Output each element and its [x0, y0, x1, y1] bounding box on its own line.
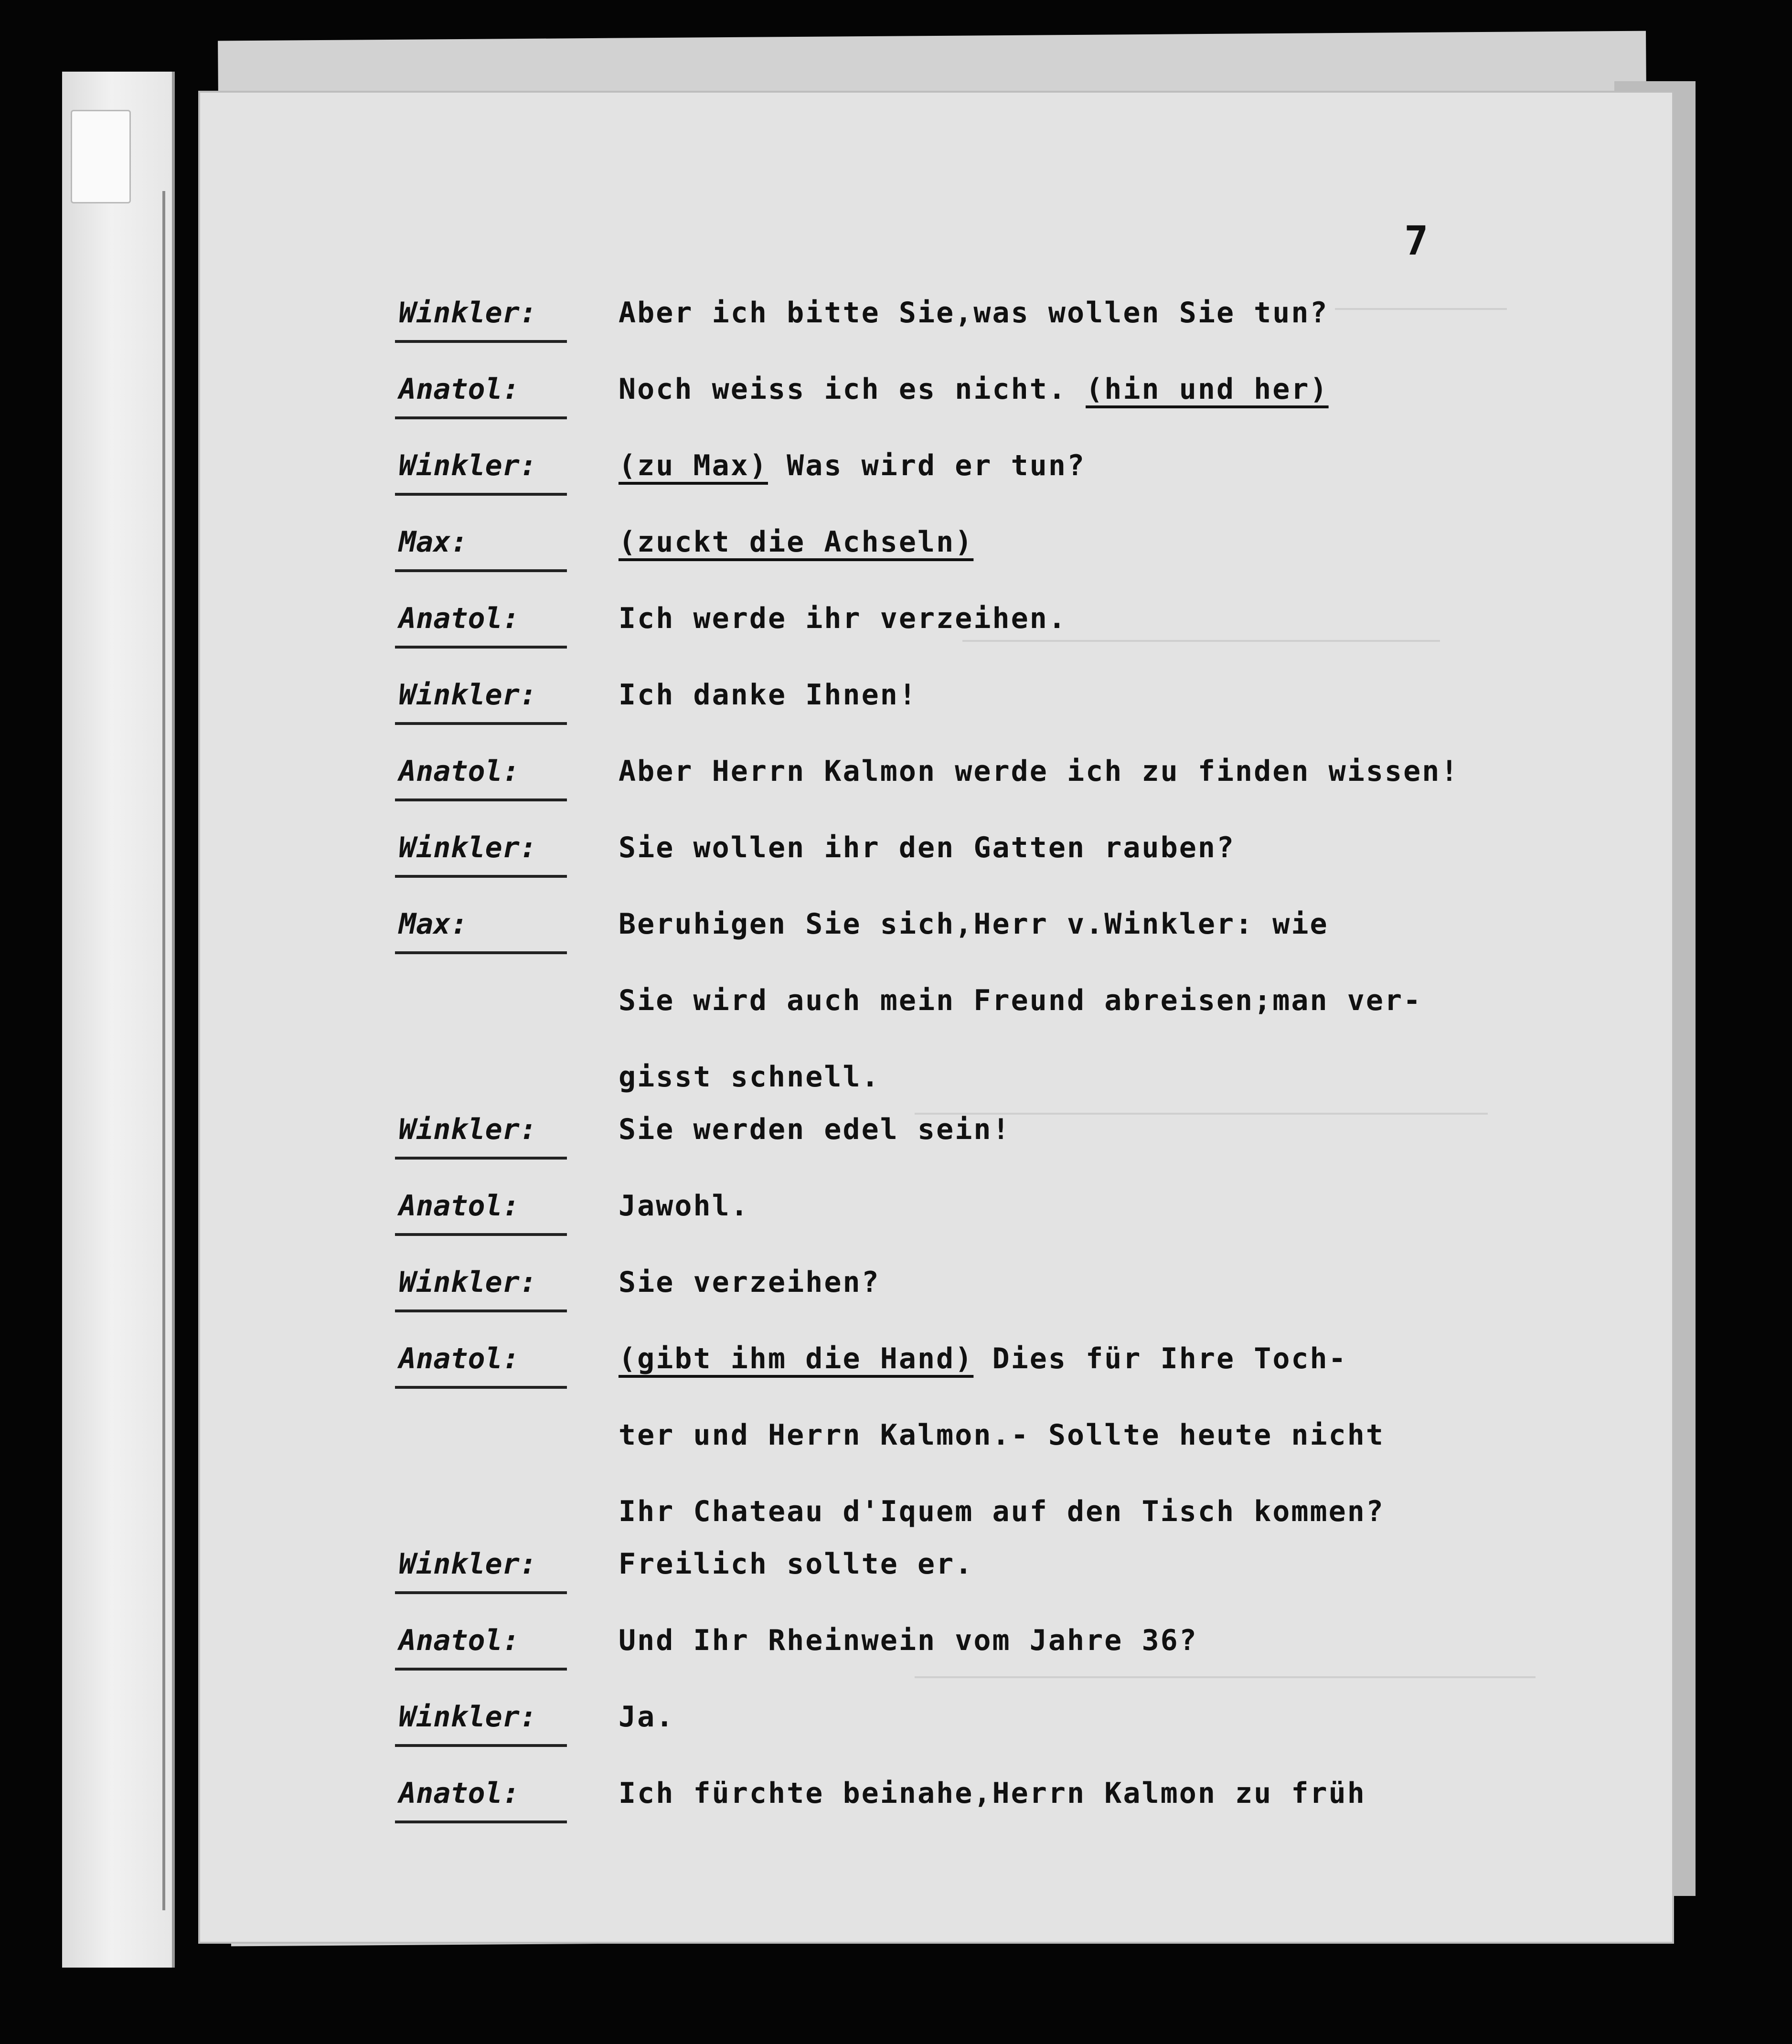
line-text: Aber Herrn Kalmon werde ich zu finden wissen!: [619, 755, 1460, 788]
speaker-name: Max:: [399, 907, 590, 941]
speaker-name: Winkler:: [399, 831, 590, 864]
speaker-name: Max:: [399, 525, 590, 559]
speaker-name: Winkler:: [399, 449, 590, 482]
speaker-name: Winkler:: [399, 1266, 590, 1299]
spoken-line: [619, 525, 973, 559]
line-text: Ich werde ihr verzeihen.: [619, 602, 1067, 635]
sheet-edge-line: [162, 191, 165, 1910]
line-text: Jawohl.: [619, 1189, 749, 1223]
line-text: Ich danke Ihnen!: [619, 678, 917, 712]
line-text: Beruhigen Sie sich,Herr v.Winkler: wie: [619, 907, 1329, 941]
line-text: Aber ich bitte Sie,was wollen Sie tun?: [619, 296, 1329, 330]
spoken-line: [619, 907, 1329, 941]
speaker-name: Anatol:: [399, 602, 590, 635]
speaker-name: Anatol:: [399, 755, 590, 788]
line-text: Ja.: [619, 1700, 675, 1734]
adjacent-sheet-edge: [62, 72, 175, 1968]
stage-direction: (gibt ihm die Hand): [619, 1342, 974, 1375]
spoken-line: [619, 296, 1329, 330]
spoken-line: [619, 1342, 1347, 1375]
continuation-line: ter und Herrn Kalmon.- Sollte heute nicht: [619, 1418, 1385, 1452]
speaker-name: Anatol:: [399, 1624, 590, 1657]
spoken-line: [619, 831, 1235, 864]
spoken-line: [619, 373, 1329, 406]
speaker-name: Winkler:: [399, 1700, 590, 1734]
spoken-line: [619, 449, 1086, 482]
line-text: Noch weiss ich es nicht.: [619, 373, 1086, 406]
spoken-line: [619, 1547, 973, 1581]
spoken-line: [619, 1777, 1366, 1810]
speaker-name: Winkler:: [399, 678, 590, 712]
speaker-name: Anatol:: [399, 1777, 590, 1810]
speaker-name: Winkler:: [399, 296, 590, 330]
stage-direction: (zuckt die Achseln): [619, 525, 974, 559]
line-text: Was wird er tun?: [768, 449, 1086, 482]
spoken-line: [619, 1113, 1011, 1146]
line-text: Dies für Ihre Toch-: [973, 1342, 1347, 1375]
speaker-name: Anatol:: [399, 1189, 590, 1223]
line-text: Sie verzeihen?: [619, 1266, 880, 1299]
speaker-name: Anatol:: [399, 1342, 590, 1375]
dialogue-list: [198, 91, 1674, 1944]
continuation-line: Sie wird auch mein Freund abreisen;man ver-: [619, 984, 1422, 1017]
line-text: Und Ihr Rheinwein vom Jahre 36?: [619, 1624, 1198, 1657]
speaker-name: Winkler:: [399, 1113, 590, 1146]
page-number: 7: [1404, 217, 1429, 264]
speaker-name: Winkler:: [399, 1547, 590, 1581]
line-text: Sie werden edel sein!: [619, 1113, 1011, 1146]
spoken-line: [619, 678, 917, 712]
spoken-line: [619, 1266, 880, 1299]
spoken-line: [619, 1624, 1198, 1657]
line-text: Ich fürchte beinahe,Herrn Kalmon zu früh: [619, 1777, 1366, 1810]
typescript-page: [198, 91, 1674, 1944]
line-text: Freilich sollte er.: [619, 1547, 974, 1581]
spoken-line: [619, 1189, 749, 1223]
continuation-line: Ihr Chateau d'Iquem auf den Tisch kommen?: [619, 1495, 1385, 1528]
spoken-line: [619, 1700, 674, 1734]
stage-direction: (zu Max): [619, 449, 768, 482]
continuation-line: gisst schnell.: [619, 1060, 880, 1094]
spoken-line: [619, 755, 1460, 788]
line-text: Sie wollen ihr den Gatten rauben?: [619, 831, 1236, 864]
stage-direction: (hin und her): [1086, 373, 1329, 406]
sheet-tab: [71, 110, 131, 203]
spoken-line: [619, 602, 1067, 635]
speaker-name: Anatol:: [399, 373, 590, 406]
